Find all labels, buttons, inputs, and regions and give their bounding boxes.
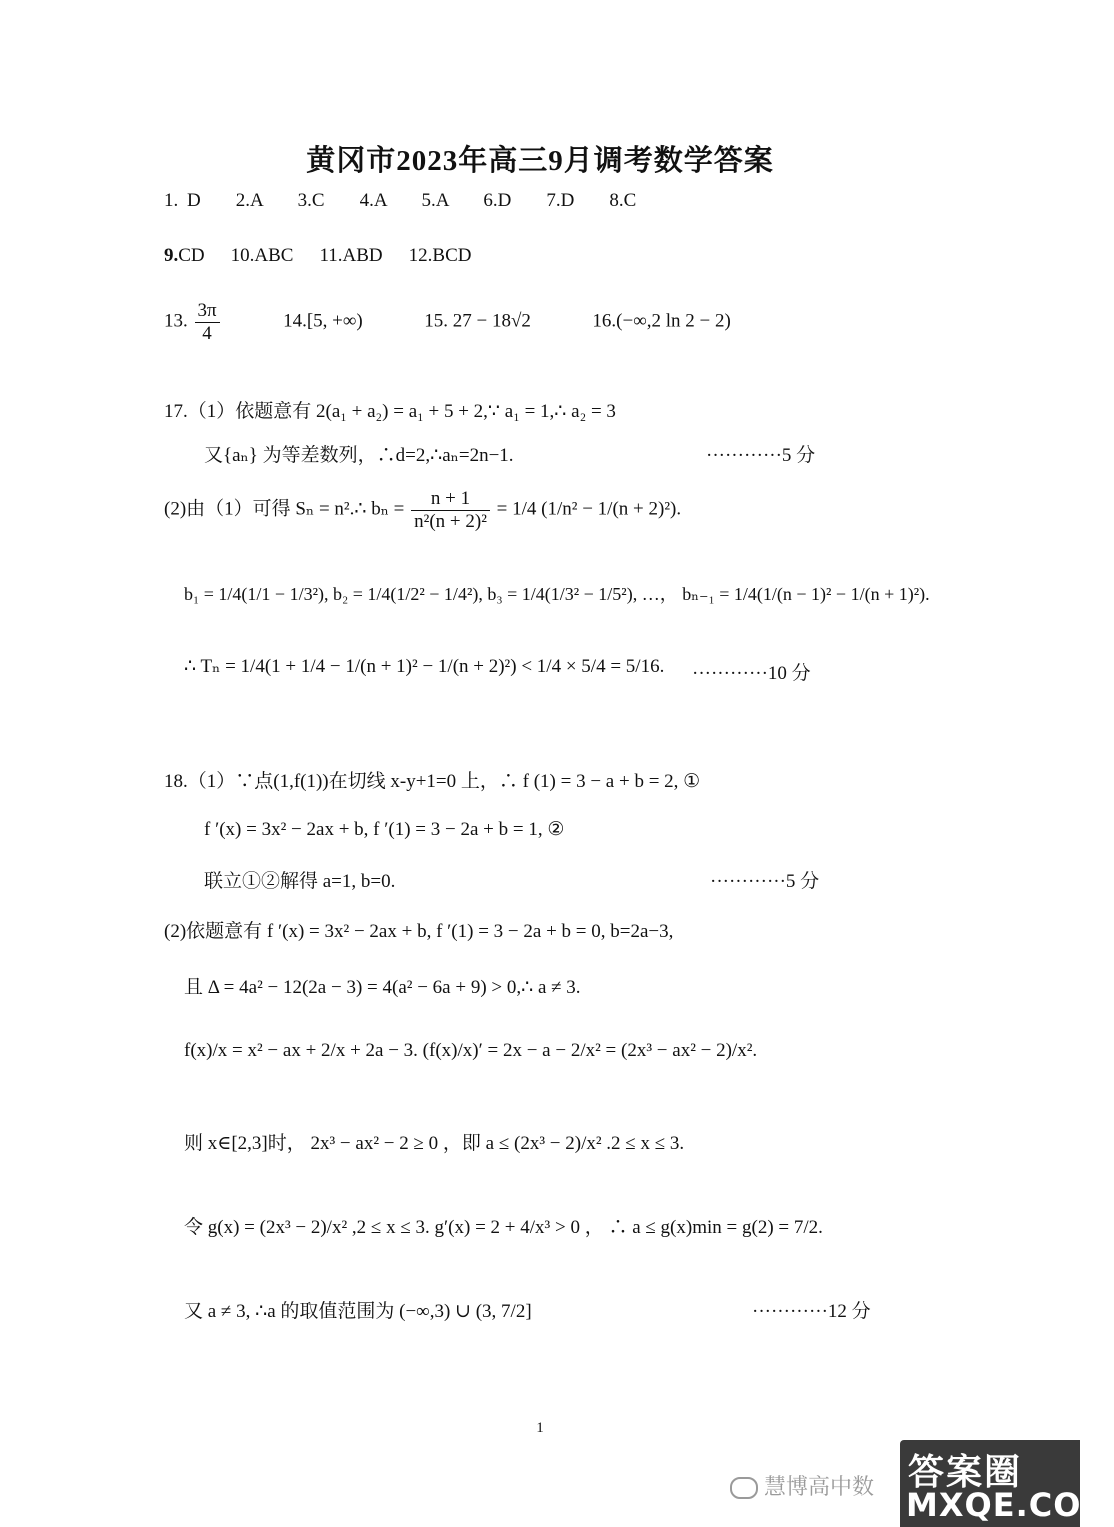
q10-answer: 10.ABC — [230, 245, 294, 266]
q17-line1: 17.（1）依题意有 2(a₁ + a₂) = a₁ + 5 + 2,∵ a₁ = 1,∴ a₂ = 3 — [164, 401, 616, 422]
q12-answer: 12.BCD — [408, 245, 472, 266]
q18-line1: 18.（1）∵点(1,f(1))在切线 x-y+1=0 上，∴ f (1) = 3 − a + b = 2, ① — [164, 771, 701, 792]
q17-score-part1: ············5 分 — [706, 445, 816, 466]
watermark — [730, 1470, 874, 1501]
logo-bottom-text: MXQE.COM — [906, 1486, 1114, 1524]
q18-line2: f ′(x) = 3x² − 2ax + b, f ′(1) = 3 − 2a + b = 1, ② — [204, 819, 565, 840]
q18-line8: 令 g(x) = (2x³ − 2)/x² ,2 ≤ x ≤ 3. g′(x) = 2 + 4/x³ > 0 ， ∴ a ≤ g(x)min = g(2) = 7/2. — [184, 1217, 823, 1238]
q18-line6: f(x)/x = x² − ax + 2/x + 2a − 3. (f(x)/x)′ = 2x − a − 2/x² = (2x³ − ax² − 2)/x². — [184, 1040, 758, 1061]
watermark-text: 慧博高中数 — [764, 1475, 875, 1500]
fill-in-answers — [164, 300, 731, 345]
q13-label: 13. — [164, 310, 188, 332]
q9-answer: CD — [178, 245, 205, 266]
q18-line9: 又 a ≠ 3, ∴a 的取值范围为 (−∞,3) ∪ (3, 7/2] — [184, 1301, 532, 1322]
q18-line7: 则 x∈[2,3]时， 2x³ − ax² − 2 ≥ 0 ，即 a ≤ (2x³ − 2)/x² .2 ≤ x ≤ 3. — [184, 1133, 685, 1154]
multi-select-answers — [164, 245, 471, 267]
wechat-icon — [730, 1477, 758, 1499]
q17-line4: b₁ = 1/4(1/1 − 1/3²), b₂ = 1/4(1/2² − 1/4²), b₃ = 1/4(1/3² − 1/5²), …， bₙ₋₁ = 1/4(1/(n − 1)² − 1/(n + 1)²). — [184, 584, 930, 604]
q9-number: 9. — [164, 245, 179, 266]
b-n-denominator: n²(n + 2)² — [414, 510, 487, 532]
b-n-numerator: n + 1 — [411, 488, 490, 511]
multiple-choice-answers: 1. D 2.A 3.C 4.A 5.A 6.D 7.D 8.C — [164, 190, 637, 211]
q17-line2: 又{aₙ} 为等差数列，∴d=2,∴aₙ=2n−1. — [204, 445, 514, 466]
q16-answer: 16.(−∞,2 ln 2 − 2) — [592, 310, 731, 332]
q18-line4: (2)依题意有 f ′(x) = 3x² − 2ax + b, f ′(1) = 3 − 2a + b = 0, b=2a−3, — [164, 921, 674, 942]
logo-top-text: 答案圈 — [908, 1452, 1023, 1493]
q18-score-part1: ············5 分 — [710, 871, 820, 892]
q15-answer: 15. 27 − 18√2 — [424, 310, 531, 332]
q17-line3 — [164, 488, 681, 533]
q18-line3: 联立①②解得 a=1, b=0. — [204, 871, 396, 892]
q14-answer: 14.[5, +∞) — [283, 310, 363, 332]
b-n-fraction — [411, 488, 490, 533]
q13-numerator: 3π — [195, 300, 220, 323]
q17-line5: ∴ Tₙ = 1/4(1 + 1/4 − 1/(n + 1)² − 1/(n + 2)²) < 1/4 × 5/4 = 5/16. — [184, 656, 665, 677]
q18-score-part2: ············12 分 — [752, 1301, 871, 1322]
q17-score-part2: ············10 分 — [692, 663, 811, 684]
page-number: 1 — [536, 1420, 544, 1436]
page-title: 黄冈市2023年高三9月调考数学答案 — [306, 145, 774, 177]
q17-line3-prefix: (2)由（1）可得 Sₙ = n².∴ bₙ = — [164, 498, 405, 520]
b-n-rhs: = 1/4 (1/n² − 1/(n + 2)²). — [496, 498, 682, 520]
q11-answer: 11.ABD — [319, 245, 383, 266]
q13-denominator: 4 — [202, 322, 212, 344]
site-logo — [900, 1440, 1114, 1527]
q13-fraction — [195, 300, 220, 345]
q18-line5: 且 Δ = 4a² − 12(2a − 3) = 4(a² − 6a + 9) > 0,∴ a ≠ 3. — [184, 977, 581, 998]
